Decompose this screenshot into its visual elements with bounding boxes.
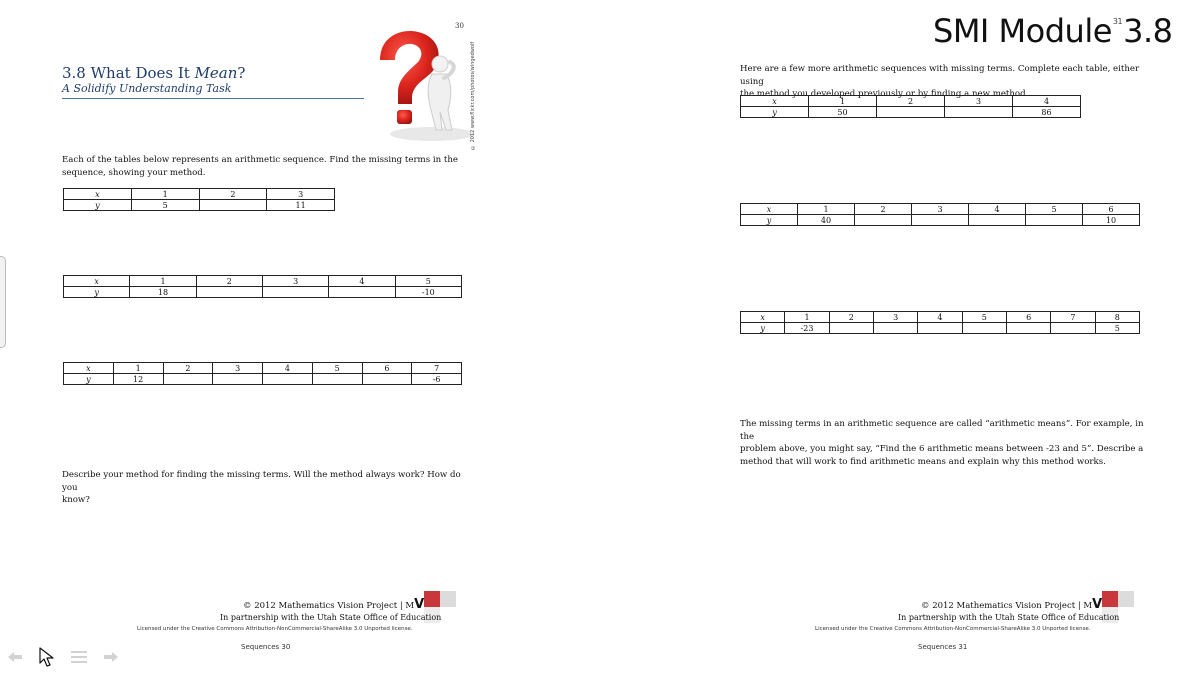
table-row-y: [741, 107, 1081, 118]
table-cell: 1: [809, 96, 877, 107]
table-cell: -23: [785, 323, 829, 334]
table-cell: -10: [395, 287, 461, 298]
right-footer-license: Licensed under the Creative Commons Attribution-NonCommercial-ShareAlike 3.0 Unported license.: [815, 626, 1091, 632]
table-cell[interactable]: [163, 374, 213, 385]
intro-text: Here are a few more arithmetic sequences with missing terms. Complete each table, either using the method you developed previously or by finding a new method.: [740, 64, 1140, 99]
table-cell[interactable]: [362, 374, 412, 385]
table-cell: 2: [855, 204, 912, 215]
table-cell: 1: [113, 363, 163, 374]
title-divider: [62, 98, 364, 99]
table-row-x: [64, 189, 335, 200]
sequence-table-3: [63, 362, 462, 385]
method-question-text: Describe your method for finding the missing terms. Will the method always work? How do you know?: [62, 470, 461, 505]
table-row-x: [64, 276, 462, 287]
table-cell[interactable]: [263, 374, 313, 385]
table-cell: 3: [945, 96, 1013, 107]
table-cell[interactable]: [196, 287, 262, 298]
left-footer-partner: In partnership with the Utah State Office of Education: [220, 613, 442, 622]
table-cell: 7: [1051, 312, 1095, 323]
table-cell: 2: [829, 312, 873, 323]
arithmetic-means-text: The missing terms in an arithmetic sequence are called “arithmetic means”. For example, in the problem above, you might say, “Find the 6 arithmetic means between -23 and 5”. Describe a method that will work to find arithmetic means and explain why this method works.: [740, 419, 1144, 467]
logo-square-gray: [1118, 591, 1134, 607]
task-subtitle: A Solidify Understanding Task: [62, 82, 232, 95]
slide-title-main: SMI Module: [933, 12, 1112, 50]
table-label-y: y: [741, 323, 785, 334]
table-label-y: y: [64, 374, 114, 385]
table-cell[interactable]: [873, 323, 917, 334]
table-cell: 2: [199, 189, 267, 200]
table-row-y: [741, 215, 1140, 226]
question-mark-figure-icon: [362, 22, 482, 144]
player-controls: [4, 645, 122, 669]
table-cell: 4: [329, 276, 395, 287]
table-cell: 5: [1095, 323, 1139, 334]
logo-square-red: [424, 591, 440, 607]
sequence-table-4: [740, 95, 1081, 118]
table-cell: 4: [1013, 96, 1081, 107]
next-icon[interactable]: [100, 646, 122, 668]
table-label-x: x: [64, 276, 130, 287]
right-footer-partner: In partnership with the Utah State Office of Education: [898, 613, 1120, 622]
table-cell[interactable]: [213, 374, 263, 385]
table-cell: 5: [1026, 204, 1083, 215]
table-row-y: [64, 287, 462, 298]
photo-credit: © 2012 www.flickr.com/photos/wingedwolf: [470, 41, 476, 150]
table-cell: 5: [962, 312, 1006, 323]
table-cell[interactable]: [329, 287, 395, 298]
table-cell[interactable]: [829, 323, 873, 334]
slide-title-superscript: 31: [1112, 17, 1123, 27]
table-cell: 5: [131, 200, 199, 211]
table-row-x: [64, 363, 462, 374]
cursor-icon: [36, 646, 58, 668]
slide-title: [933, 12, 1172, 50]
table-row-y: [741, 323, 1140, 334]
table-cell[interactable]: [199, 200, 267, 211]
left-footer-page: Sequences 30: [241, 643, 291, 651]
table-cell: 3: [262, 276, 328, 287]
menu-icon[interactable]: [68, 646, 90, 668]
table-cell: 5: [312, 363, 362, 374]
table-cell: 18: [130, 287, 196, 298]
table-row-x: [741, 204, 1140, 215]
table-cell: 3: [912, 204, 969, 215]
table-cell: 86: [1013, 107, 1081, 118]
task-title: 3.8 What Does It Mean?: [62, 64, 246, 82]
table-cell: 6: [1006, 312, 1050, 323]
table-cell[interactable]: [962, 323, 1006, 334]
table-cell: 6: [362, 363, 412, 374]
table-cell: 5: [395, 276, 461, 287]
table-label-y: y: [64, 287, 130, 298]
table-cell: 1: [130, 276, 196, 287]
side-panel-handle[interactable]: [0, 256, 6, 348]
table-label-y: y: [64, 200, 132, 211]
table-cell[interactable]: [969, 215, 1026, 226]
table-cell: 40: [798, 215, 855, 226]
table-cell: 6: [1083, 204, 1140, 215]
table-label-y: y: [741, 107, 809, 118]
table-cell: 3: [873, 312, 917, 323]
right-footer-copyright: © 2012 Mathematics Vision Project | MV: [921, 597, 1103, 612]
table-cell: 10: [1083, 215, 1140, 226]
table-row-y: [64, 374, 462, 385]
table-label-x: x: [64, 189, 132, 200]
table-cell: -6: [412, 374, 462, 385]
table-cell: 8: [1095, 312, 1139, 323]
table-cell: 12: [113, 374, 163, 385]
table-cell: 2: [877, 96, 945, 107]
table-cell: 2: [163, 363, 213, 374]
left-footer-copyright: © 2012 Mathematics Vision Project | MV: [243, 597, 425, 612]
table-cell[interactable]: [1006, 323, 1050, 334]
sequence-table-1: [63, 188, 335, 211]
sequence-table-2: [63, 275, 462, 298]
left-corner-page-number: 30: [455, 22, 464, 30]
table-cell[interactable]: [1026, 215, 1083, 226]
table-cell: 4: [263, 363, 313, 374]
table-label-y: y: [741, 215, 798, 226]
table-cell[interactable]: [262, 287, 328, 298]
table-row-x: [741, 312, 1140, 323]
table-cell: 4: [969, 204, 1026, 215]
logo-square-red: [1102, 591, 1118, 607]
table-cell: 2: [196, 276, 262, 287]
table-cell: 1: [131, 189, 199, 200]
table-cell[interactable]: [312, 374, 362, 385]
table-cell: 4: [918, 312, 962, 323]
previous-icon[interactable]: [4, 646, 26, 668]
logo-square-gray: [440, 591, 456, 607]
table-cell: 11: [267, 200, 335, 211]
right-footer-page: Sequences 31: [918, 643, 968, 651]
table-cell[interactable]: [877, 107, 945, 118]
table-cell: 7: [412, 363, 462, 374]
table-label-x: x: [741, 312, 785, 323]
table-cell: 50: [809, 107, 877, 118]
table-cell[interactable]: [912, 215, 969, 226]
table-label-x: x: [741, 204, 798, 215]
table-cell: 1: [798, 204, 855, 215]
table-cell[interactable]: [1051, 323, 1095, 334]
table-row-x: [741, 96, 1081, 107]
table-cell[interactable]: [918, 323, 962, 334]
table-cell: 3: [213, 363, 263, 374]
instructions-text: Each of the tables below represents an arithmetic sequence. Find the missing terms in the sequence, showing your method.: [62, 155, 458, 178]
table-cell[interactable]: [855, 215, 912, 226]
slide-title-number: 3.8: [1123, 12, 1173, 50]
sequence-table-5: [740, 203, 1140, 226]
table-cell[interactable]: [945, 107, 1013, 118]
sequence-table-6: [740, 311, 1140, 334]
table-cell: 1: [785, 312, 829, 323]
table-row-y: [64, 200, 335, 211]
table-label-x: x: [64, 363, 114, 374]
table-label-x: x: [741, 96, 809, 107]
table-cell: 3: [267, 189, 335, 200]
left-footer-license: Licensed under the Creative Commons Attribution-NonCommercial-ShareAlike 3.0 Unported license.: [137, 626, 413, 632]
